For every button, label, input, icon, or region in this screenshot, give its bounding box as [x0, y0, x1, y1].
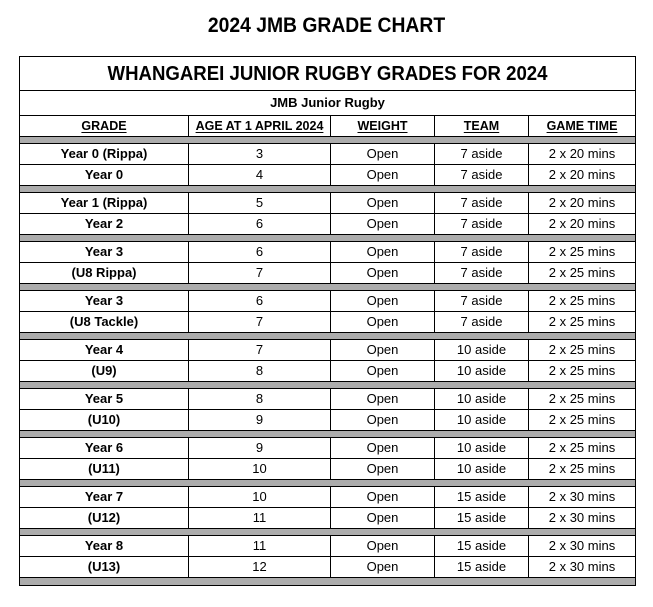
weight-cell: Open	[331, 312, 435, 332]
table-row	[20, 557, 635, 578]
team-cell: 7 aside	[435, 144, 529, 164]
team-cell: 10 aside	[435, 459, 529, 479]
age-cell: 11	[189, 536, 331, 556]
grade-cell: (U11)	[20, 459, 189, 479]
table-row	[20, 214, 635, 235]
grade-cell: (U10)	[20, 410, 189, 430]
column-header-weight: WEIGHT	[331, 116, 435, 136]
table-row	[20, 410, 635, 431]
game-time-cell: 2 x 25 mins	[548, 265, 616, 280]
group-separator	[20, 529, 635, 536]
age-cell: 7	[189, 340, 331, 360]
team-cell: 10 aside	[435, 340, 529, 360]
team-cell: 10 aside	[435, 361, 529, 381]
game-time-cell: 2 x 25 mins	[548, 314, 616, 329]
table-row	[20, 291, 635, 312]
table-row	[20, 438, 635, 459]
table-header-row	[20, 116, 635, 137]
column-header-grade: GRADE	[20, 116, 189, 136]
grade-cell: Year 7	[20, 487, 189, 507]
grade-cell: Year 3	[20, 242, 189, 262]
weight-cell: Open	[331, 459, 435, 479]
team-cell: 10 aside	[435, 438, 529, 458]
table-row	[20, 389, 635, 410]
grade-cell: Year 0 (Rippa)	[20, 144, 189, 164]
table-banner-text: WHANGAREI JUNIOR RUGBY GRADES FOR 2024	[107, 63, 548, 85]
grade-cell: (U13)	[20, 557, 189, 577]
age-cell: 12	[189, 557, 331, 577]
table-row	[20, 508, 635, 529]
team-cell: 7 aside	[435, 242, 529, 262]
grade-cell: Year 0	[20, 165, 189, 185]
game-time-cell: 2 x 20 mins	[548, 195, 616, 210]
weight-cell: Open	[331, 536, 435, 556]
age-cell: 10	[189, 459, 331, 479]
game-time-cell: 2 x 25 mins	[548, 293, 616, 308]
team-cell: 7 aside	[435, 165, 529, 185]
team-cell: 15 aside	[435, 557, 529, 577]
group-separator	[20, 235, 635, 242]
weight-cell: Open	[331, 487, 435, 507]
game-time-cell: 2 x 20 mins	[548, 167, 616, 182]
age-cell: 7	[189, 263, 331, 283]
grade-cell: Year 4	[20, 340, 189, 360]
team-cell: 10 aside	[435, 389, 529, 409]
table-body	[20, 137, 635, 585]
grade-table	[19, 56, 636, 586]
weight-cell: Open	[331, 144, 435, 164]
weight-cell: Open	[331, 214, 435, 234]
column-header-age: AGE AT 1 APRIL 2024	[189, 116, 331, 136]
age-cell: 8	[189, 361, 331, 381]
age-cell: 11	[189, 508, 331, 528]
weight-cell: Open	[331, 291, 435, 311]
age-cell: 6	[189, 291, 331, 311]
game-time-cell: 2 x 20 mins	[548, 146, 616, 161]
game-time-cell: 2 x 25 mins	[548, 412, 616, 427]
team-cell: 7 aside	[435, 291, 529, 311]
age-cell: 9	[189, 438, 331, 458]
age-cell: 8	[189, 389, 331, 409]
column-header-team: TEAM	[435, 116, 529, 136]
age-cell: 9	[189, 410, 331, 430]
grade-cell: Year 8	[20, 536, 189, 556]
weight-cell: Open	[331, 263, 435, 283]
grade-cell: Year 1 (Rippa)	[20, 193, 189, 213]
game-time-cell: 2 x 30 mins	[548, 538, 616, 553]
game-time-cell: 2 x 30 mins	[548, 489, 616, 504]
weight-cell: Open	[331, 557, 435, 577]
age-cell: 7	[189, 312, 331, 332]
team-cell: 15 aside	[435, 508, 529, 528]
table-row	[20, 340, 635, 361]
weight-cell: Open	[331, 508, 435, 528]
game-time-cell: 2 x 25 mins	[548, 244, 616, 259]
table-row	[20, 459, 635, 480]
table-row	[20, 165, 635, 186]
grade-cell: Year 5	[20, 389, 189, 409]
group-separator	[20, 186, 635, 193]
weight-cell: Open	[331, 242, 435, 262]
grade-cell: Year 3	[20, 291, 189, 311]
grade-cell: (U8 Rippa)	[20, 263, 189, 283]
grade-cell: Year 6	[20, 438, 189, 458]
weight-cell: Open	[331, 340, 435, 360]
team-cell: 15 aside	[435, 536, 529, 556]
table-footer-bar	[20, 578, 635, 585]
game-time-cell: 2 x 25 mins	[548, 391, 616, 406]
game-time-cell: 2 x 20 mins	[548, 216, 616, 231]
group-separator	[20, 333, 635, 340]
weight-cell: Open	[331, 193, 435, 213]
group-separator	[20, 137, 635, 144]
age-cell: 4	[189, 165, 331, 185]
group-separator	[20, 284, 635, 291]
team-cell: 10 aside	[435, 410, 529, 430]
team-cell: 7 aside	[435, 312, 529, 332]
group-separator	[20, 431, 635, 438]
table-row	[20, 242, 635, 263]
team-cell: 7 aside	[435, 193, 529, 213]
weight-cell: Open	[331, 361, 435, 381]
table-subtitle: JMB Junior Rugby	[20, 91, 635, 116]
weight-cell: Open	[331, 410, 435, 430]
grade-cell: (U12)	[20, 508, 189, 528]
group-separator	[20, 382, 635, 389]
table-banner	[20, 57, 635, 91]
group-separator	[20, 480, 635, 487]
grade-cell: Year 2	[20, 214, 189, 234]
team-cell: 7 aside	[435, 214, 529, 234]
team-cell: 7 aside	[435, 263, 529, 283]
game-time-cell: 2 x 30 mins	[548, 510, 616, 525]
table-row	[20, 312, 635, 333]
table-row	[20, 361, 635, 382]
game-time-cell: 2 x 25 mins	[548, 440, 616, 455]
team-cell: 15 aside	[435, 487, 529, 507]
age-cell: 10	[189, 487, 331, 507]
age-cell: 3	[189, 144, 331, 164]
game-time-cell: 2 x 25 mins	[548, 363, 616, 378]
grade-cell: (U8 Tackle)	[20, 312, 189, 332]
table-row	[20, 487, 635, 508]
column-header-game-time: GAME TIME	[546, 119, 618, 133]
document-title: 2024 JMB GRADE CHART	[207, 14, 446, 37]
game-time-cell: 2 x 30 mins	[548, 559, 616, 574]
table-row	[20, 144, 635, 165]
age-cell: 6	[189, 214, 331, 234]
game-time-cell: 2 x 25 mins	[548, 461, 616, 476]
age-cell: 5	[189, 193, 331, 213]
age-cell: 6	[189, 242, 331, 262]
table-row	[20, 263, 635, 284]
game-time-cell: 2 x 25 mins	[548, 342, 616, 357]
weight-cell: Open	[331, 438, 435, 458]
table-row	[20, 193, 635, 214]
weight-cell: Open	[331, 389, 435, 409]
weight-cell: Open	[331, 165, 435, 185]
table-row	[20, 536, 635, 557]
grade-cell: (U9)	[20, 361, 189, 381]
